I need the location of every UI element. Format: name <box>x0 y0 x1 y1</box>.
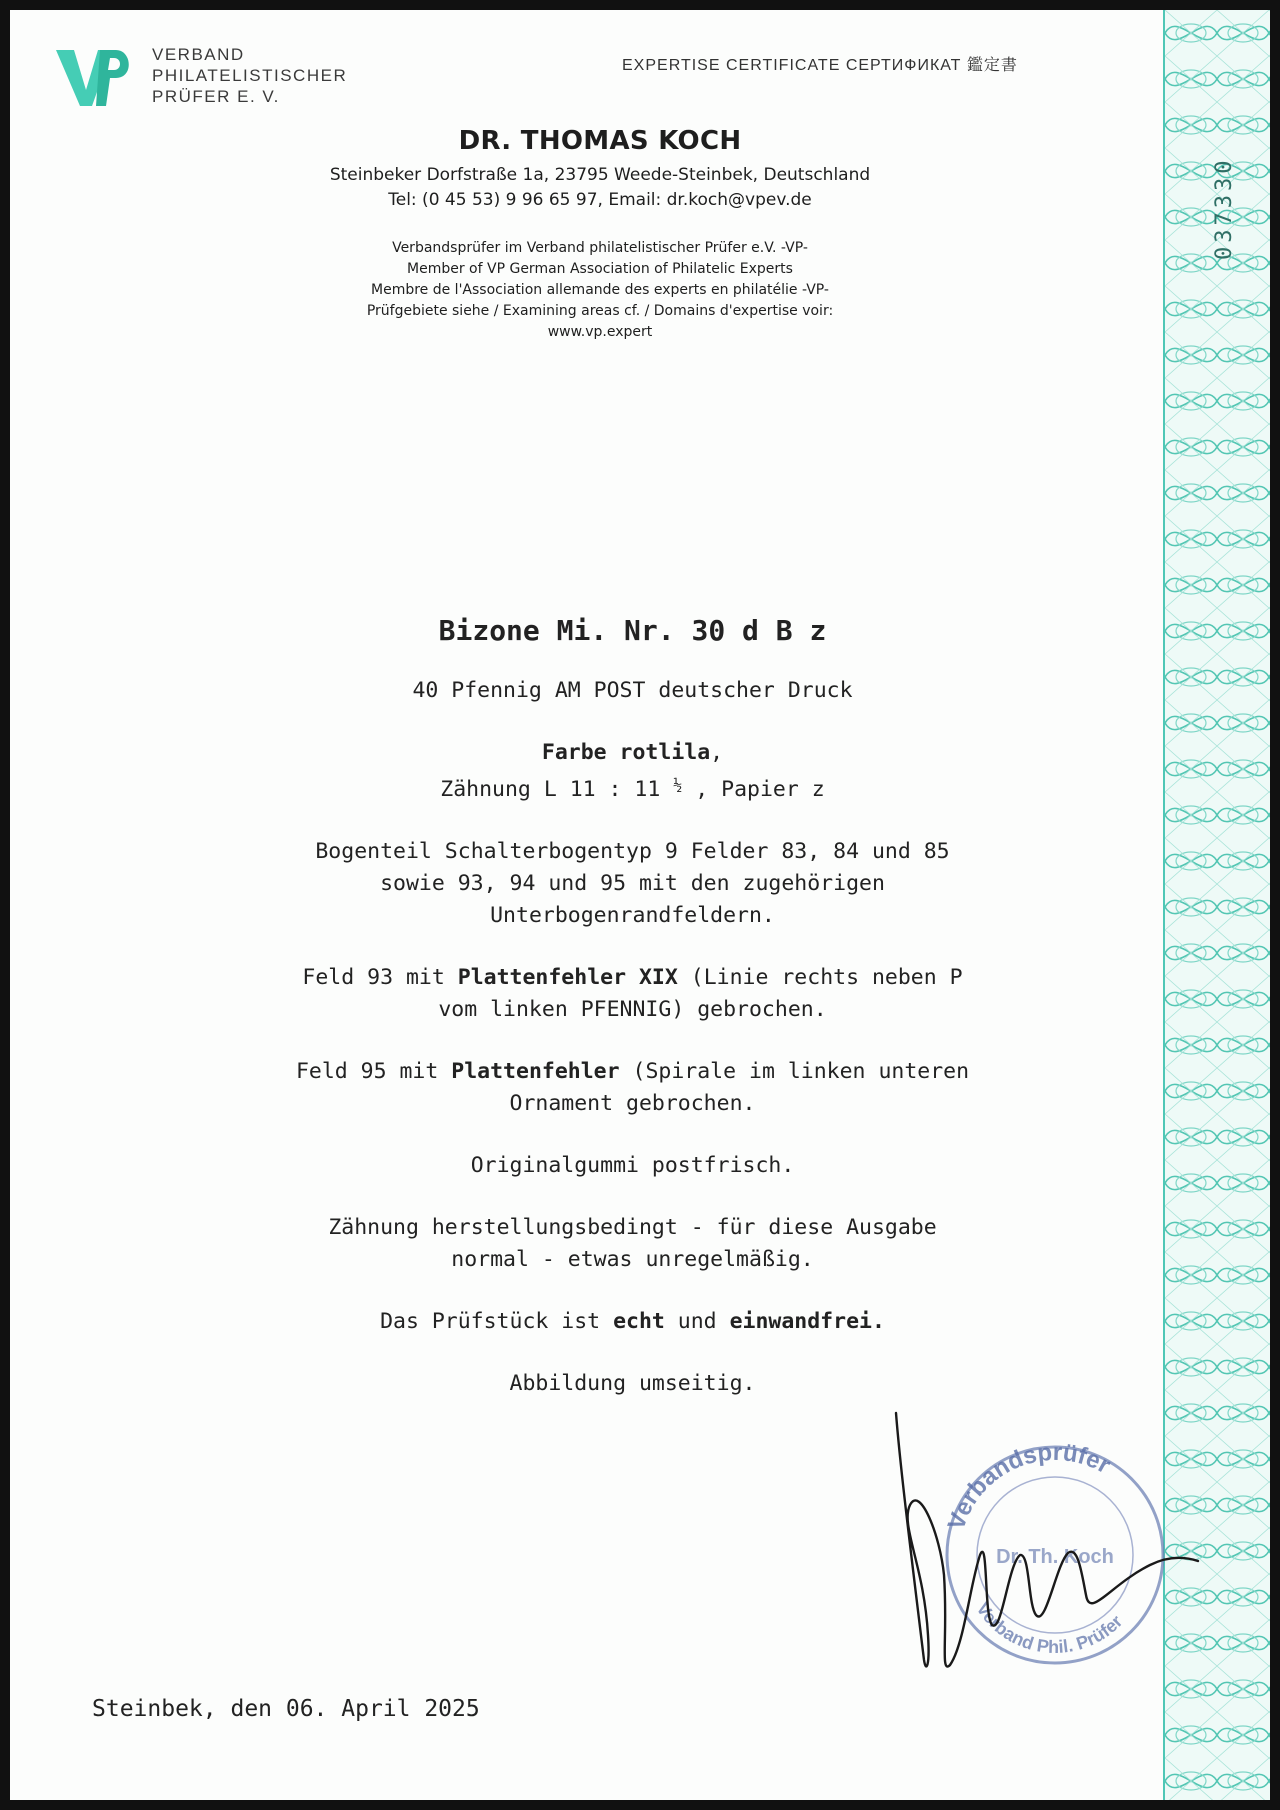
sheet-line: Bogenteil Schalterbogentyp 9 Felder 83, 84 und 85 <box>315 839 950 864</box>
examiner-address-block <box>10 163 1190 213</box>
stamp-catalogue-number: Bizone Mi. Nr. 30 d B z <box>438 614 827 647</box>
verdict <box>10 1306 1255 1338</box>
association-name-line: VERBAND <box>152 45 245 64</box>
membership-line: Membre de l'Association allemande des experts en philatélie -VP- <box>371 282 829 298</box>
field-95-prefix: Feld 95 mit <box>295 1059 452 1084</box>
field-95-line2: Ornament gebrochen. <box>509 1091 756 1116</box>
perforation-prefix: Zähnung L 11 : 11 <box>440 777 661 802</box>
examiner-seal-and-signature <box>880 1405 1200 1695</box>
field-93-note <box>10 962 1255 1026</box>
examiner-contact: Tel: (0 45 53) 9 96 65 97, Email: dr.koch@vpev.de <box>388 190 812 210</box>
field-95-note <box>10 1056 1255 1120</box>
seal-text-top: Verbandsprüfer <box>942 1438 1115 1534</box>
svg-text:Verbandsprüfer <box>943 1439 1115 1533</box>
plate-flaw-xix: Plattenfehler XIX <box>457 965 678 990</box>
svg-text:Verband Phil. Prüfer <box>972 1599 1126 1657</box>
plate-flaw: Plattenfehler <box>451 1059 620 1084</box>
sheet-line: Unterbogenrandfeldern. <box>490 903 775 928</box>
website-link[interactable]: www.vp.expert <box>547 324 653 340</box>
sheet-line: sowie 93, 94 und 95 mit den zugehörigen <box>380 871 885 896</box>
perforation-suffix: , Papier z <box>695 777 825 802</box>
serial-number: 037330 <box>1212 156 1237 260</box>
official-seal <box>943 1439 1163 1663</box>
verdict-prefix: Das Prüfstück ist <box>380 1309 614 1334</box>
seal-text-mid: Dr. Th. Koch <box>996 1546 1114 1568</box>
certificate-title-multilingual: EXPERTISE CERTIFICATE СЕРТИФИКАТ 鑑定書 <box>622 57 1018 74</box>
perforation-fraction: ½ <box>673 776 683 794</box>
membership-line: Member of VP German Association of Philatelic Experts <box>407 261 793 277</box>
membership-line: Verbandsprüfer im Verband philatelistischer Prüfer e.V. -VP- <box>392 240 808 256</box>
field-93-line2: vom linken PFENNIG) gebrochen. <box>438 997 827 1022</box>
examiner-header <box>10 126 1190 343</box>
denomination-line: 40 Pfennig AM POST deutscher Druck <box>412 678 853 703</box>
gum-note: Originalgummi postfrisch. <box>470 1153 795 1178</box>
certificate-body <box>10 615 1255 1430</box>
membership-statement <box>10 238 1190 343</box>
membership-line: Prüfgebiete siehe / Examining areas cf. / Domains d'expertise voir: <box>366 303 834 319</box>
verdict-flawless: einwandfrei. <box>729 1309 885 1334</box>
seal-text-bottom: Verband Phil. Prüfer <box>972 1598 1127 1657</box>
perforation-note <box>10 1212 1255 1276</box>
examiner-name: DR. THOMAS KOCH <box>458 126 742 156</box>
sheet-description <box>10 836 1255 932</box>
field-93-suffix: (Linie rechts neben P <box>677 965 963 990</box>
association-name <box>152 44 347 107</box>
field-93-prefix: Feld 93 mit <box>302 965 458 990</box>
vp-logo <box>54 44 132 112</box>
examiner-address: Steinbeker Dorfstraße 1a, 23795 Weede-Steinbek, Deutschland <box>329 165 871 185</box>
color-label: Farbe rotlila <box>541 740 711 765</box>
field-95-suffix: (Spirale im linken unteren <box>619 1059 970 1084</box>
perforation-note-line: Zähnung herstellungsbedingt - für diese Ausgabe <box>328 1215 937 1240</box>
association-name-line: PHILATELISTISCHER <box>152 66 348 85</box>
verdict-mid: und <box>664 1309 730 1334</box>
place-and-date: Steinbek, den 06. April 2025 <box>92 1696 480 1722</box>
association-name-line: PRÜFER E. V. <box>152 87 280 106</box>
illustration-note: Abbildung umseitig. <box>509 1371 756 1396</box>
verdict-genuine: echt <box>613 1309 665 1334</box>
color-perforation-block <box>10 737 1255 806</box>
color-suffix: , <box>710 740 724 765</box>
perforation-note-line: normal - etwas unregelmäßig. <box>451 1247 814 1272</box>
